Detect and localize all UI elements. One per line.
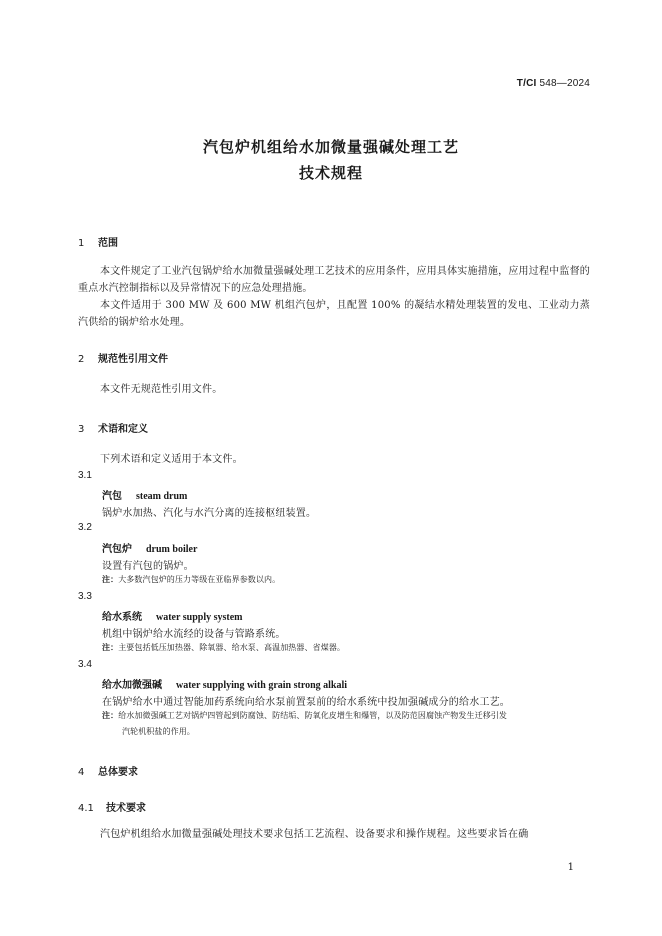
term-3-2-note-text: 大多数汽包炉的压力等级在亚临界参数以内。 [118,575,281,584]
term-3-2-en: drum boiler [146,544,198,555]
section-4-1-number: 4.1 [78,803,94,814]
section-1-paragraph-1: 本文件规定了工业汽包锅炉给水加微量强碱处理工艺技术的应用条件，应用具体实施措施，应用过程中监督的重点水汽控制指标以及异常情况下的应急处理措施。 [78,266,590,294]
section-2-number: 2 [78,354,85,365]
section-4-1-title: 技术要求 [106,803,146,814]
term-3-4-number: 3.4 [78,659,92,670]
term-3-3-en: water supply system [156,612,243,623]
section-3-intro: 下列术语和定义适用于本文件。 [100,454,243,465]
section-4-number: 4 [78,767,85,778]
section-1-number: 1 [78,238,85,249]
term-3-2-definition: 设置有汽包的锅炉。 [102,561,194,572]
term-3-1-definition: 锅炉水加热、汽化与水汽分离的连接枢纽装置。 [102,508,317,519]
term-3-4 [102,676,347,691]
section-1-paragraph-2: 本文件适用于 300 MW 及 600 MW 机组汽包炉，且配置 100% 的凝结水精处理装置的发电、工业动力蒸汽供给的锅炉给水处理。 [78,300,590,328]
term-3-1-number: 3.1 [78,470,92,481]
section-3-heading [78,420,148,435]
note-label: 注： [102,575,119,584]
section-2-heading [78,350,168,365]
standard-code: 548—2024 [539,78,590,89]
standard-prefix: T/CI [516,78,537,89]
section-4-1-heading [78,799,146,814]
note-label: 注： [102,711,119,720]
standard-number [517,78,590,89]
section-1-title: 范围 [98,238,118,249]
section-4-title: 总体要求 [98,767,138,778]
section-4-heading [78,763,138,778]
term-3-4-definition: 在锅炉给水中通过智能加药系统向给水泵前置泵前的给水系统中投加强碱成分的给水工艺。 [102,697,510,708]
document-title-line2: 技术规程 [298,164,363,182]
section-2-title: 规范性引用文件 [98,354,168,365]
term-3-2-number: 3.2 [78,522,92,533]
term-3-4-note-line1: 给水加微强碱工艺对锅炉四管起到防腐蚀、防结垢、防氧化皮增生和爆管，以及防范因腐蚀产物发生迁移引发 [118,711,507,720]
term-3-3-note [102,640,592,656]
document-title-line1: 汽包炉机组给水加微量强碱处理工艺 [202,138,459,156]
term-3-3 [102,608,242,623]
section-4-1-paragraph-1: 汽包炉机组给水加微量强碱处理技术要求包括工艺流程、设备要求和操作规程。这些要求旨在确 [100,829,529,840]
section-3-title: 术语和定义 [98,424,148,435]
section-3-number: 3 [78,424,85,435]
term-3-2 [102,540,197,555]
page-number: 1 [567,862,574,873]
term-3-1-zh: 汽包 [102,491,122,502]
term-3-3-zh: 给水系统 [102,612,142,623]
term-3-2-zh: 汽包炉 [102,544,132,555]
term-3-3-note-text: 主要包括低压加热器、除氧器、给水泵、高温加热器、省煤器。 [118,643,345,652]
term-3-1-en: steam drum [136,491,188,502]
section-2-paragraph-1: 本文件无规范性引用文件。 [100,384,223,395]
term-3-2-note [102,572,592,588]
term-3-4-en: water supplying with grain strong alkali [176,680,348,691]
section-1-heading [78,234,118,249]
term-3-3-definition: 机组中锅炉给水流经的设备与管路系统。 [102,629,286,640]
term-3-3-number: 3.3 [78,591,92,602]
term-3-4-note-line2: 汽轮机积盐的作用。 [122,727,195,736]
term-3-4-zh: 给水加微强碱 [102,680,162,691]
note-label: 注： [102,643,119,652]
term-3-1 [102,487,187,502]
term-3-4-note [102,708,592,740]
